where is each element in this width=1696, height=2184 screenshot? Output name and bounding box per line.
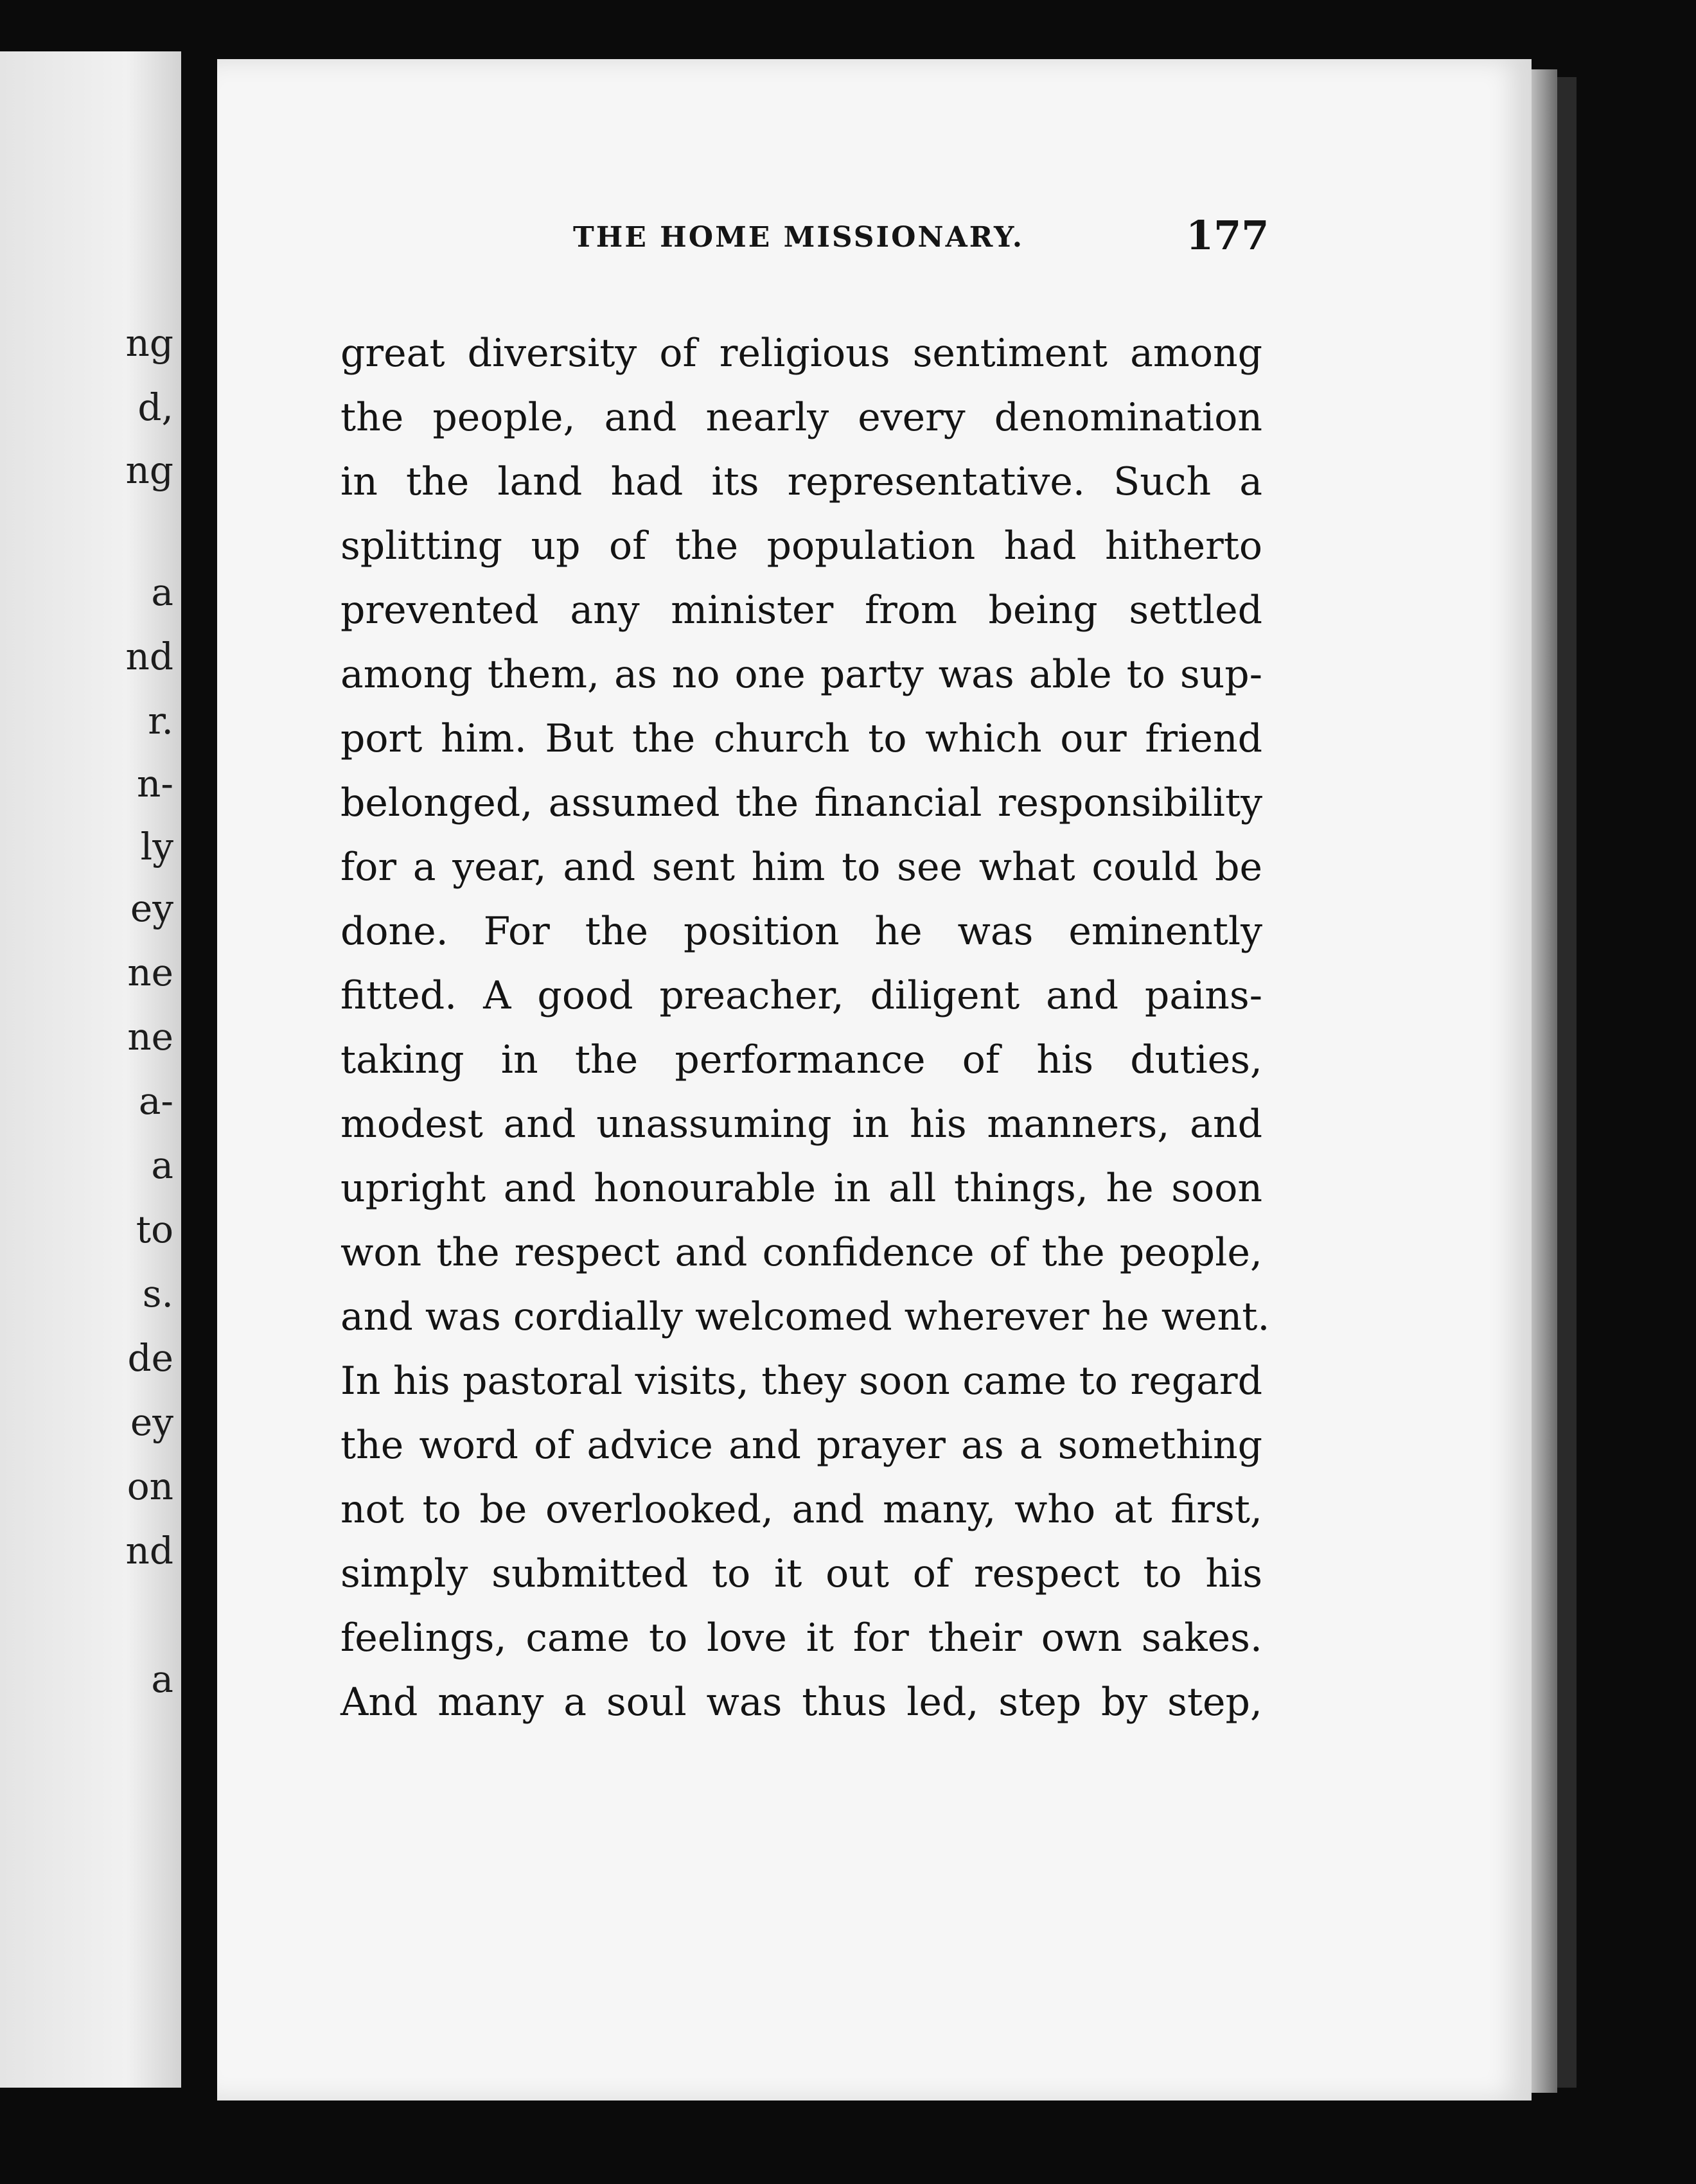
running-head: THE HOME MISSIONARY. bbox=[573, 221, 1025, 254]
line-fragment: ly bbox=[140, 825, 173, 868]
line-fragment: ey bbox=[130, 1400, 173, 1444]
text-line: splitting up of the population had hitherto bbox=[340, 524, 1262, 568]
page-edge-shadow bbox=[1557, 77, 1577, 2088]
text-line: among them, as no one party was able to sup- bbox=[340, 652, 1262, 697]
text-line: port him. But the church to which our friend bbox=[340, 716, 1262, 761]
line-fragment: a bbox=[151, 1657, 173, 1701]
line-fragment: r. bbox=[148, 699, 173, 743]
text-line: In his pastoral visits, they soon came to regard bbox=[340, 1359, 1262, 1404]
line-fragment: s. bbox=[142, 1272, 173, 1316]
line-fragment: a bbox=[151, 570, 173, 614]
line-fragment: ey bbox=[130, 886, 173, 930]
text-line: won the respect and confidence of the people, bbox=[340, 1230, 1262, 1275]
line-fragment: a bbox=[151, 1143, 173, 1187]
text-line: modest and unassuming in his manners, and bbox=[340, 1102, 1262, 1147]
text-line: not to be overlooked, and many, who at first, bbox=[340, 1487, 1262, 1532]
text-line: prevented any minister from being settled bbox=[340, 588, 1262, 633]
page-number: 177 bbox=[1186, 212, 1269, 259]
line-fragment: a- bbox=[138, 1079, 173, 1123]
line-fragment: nd bbox=[125, 1529, 173, 1572]
text-line: done. For the position he was eminently bbox=[340, 909, 1262, 954]
text-line: fitted. A good preacher, diligent and pains- bbox=[340, 973, 1262, 1018]
facing-page-left bbox=[0, 51, 181, 2088]
text-line: the people, and nearly every denomination bbox=[340, 395, 1262, 440]
text-line: simply submitted to it out of respect to his bbox=[340, 1551, 1262, 1596]
line-fragment: n- bbox=[137, 762, 173, 806]
line-fragment: ne bbox=[127, 951, 173, 994]
line-fragment: ng bbox=[125, 321, 173, 365]
text-line: the word of advice and prayer as a something bbox=[340, 1423, 1262, 1468]
line-fragment: to bbox=[136, 1208, 173, 1251]
line-fragment: on bbox=[127, 1465, 173, 1508]
line-fragment: de bbox=[127, 1336, 173, 1380]
text-line: and was cordially welcomed wherever he went. bbox=[340, 1294, 1270, 1339]
text-line: belonged, assumed the financial responsibility bbox=[340, 780, 1262, 825]
line-fragment: ng bbox=[125, 448, 173, 492]
text-line: feelings, came to love it for their own sakes. bbox=[340, 1616, 1262, 1660]
text-line: for a year, and sent him to see what could be bbox=[340, 845, 1262, 890]
line-fragment: d, bbox=[137, 385, 173, 429]
page-edge bbox=[1532, 69, 1557, 2093]
line-fragment: nd bbox=[125, 635, 173, 678]
body-text bbox=[340, 321, 1270, 1734]
text-line: upright and honourable in all things, he soon bbox=[340, 1166, 1262, 1211]
line-fragment: ne bbox=[127, 1015, 173, 1059]
text-line: great diversity of religious sentiment among bbox=[340, 331, 1262, 376]
text-line: taking in the performance of his duties, bbox=[340, 1037, 1262, 1082]
text-line: And many a soul was thus led, step by step, bbox=[340, 1680, 1262, 1725]
text-line: in the land had its representative. Such a bbox=[340, 459, 1262, 504]
